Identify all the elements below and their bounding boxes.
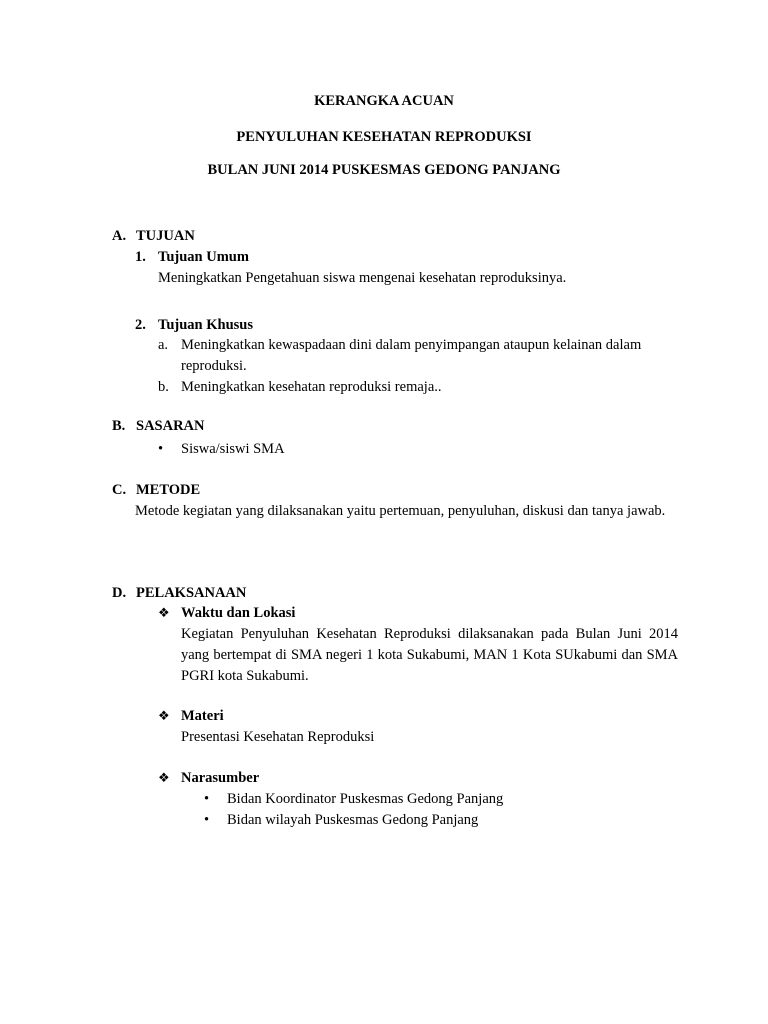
tujuan-umum-text: Meningkatkan Pengetahuan siswa mengenai kesehatan reproduksinya. — [158, 270, 567, 286]
metode-text: Metode kegiatan yang dilaksanakan yaitu pertemuan, penyuluhan, diskusi dan tanya jawab. — [135, 503, 666, 519]
section-d-title: PELAKSANAAN — [136, 585, 247, 601]
tujuan-khusus-title: Tujuan Khusus — [158, 317, 253, 333]
tujuan-khusus-item-a — [158, 335, 678, 377]
section-c-title: METODE — [136, 482, 201, 498]
diamond-bullet-icon: ❖ — [158, 606, 170, 621]
narasumber-title: Narasumber — [181, 770, 260, 786]
section-d-letter: D. — [112, 585, 127, 601]
sasaran-item — [158, 439, 678, 460]
narasumber-item — [204, 810, 678, 831]
waktu-lokasi-heading — [158, 603, 295, 624]
tujuan-khusus-number: 2. — [135, 317, 146, 333]
narasumber-text: Bidan wilayah Puskesmas Gedong Panjang — [227, 812, 479, 828]
tujuan-khusus-heading — [135, 315, 253, 336]
sasaran-text: Siswa/siswi SMA — [181, 441, 285, 457]
tujuan-umum-number: 1. — [135, 249, 146, 265]
section-d-heading — [112, 583, 246, 604]
diamond-bullet-icon: ❖ — [158, 709, 170, 724]
doc-title-line-1: KERANGKA ACUAN — [314, 93, 454, 109]
section-c-letter: C. — [112, 482, 127, 498]
tujuan-umum-heading — [135, 247, 249, 268]
item-text: Meningkatkan kesehatan reproduksi remaja.. — [181, 379, 442, 395]
item-letter: b. — [158, 379, 169, 395]
bullet-icon: • — [204, 791, 210, 807]
materi-heading — [158, 706, 224, 727]
narasumber-item — [204, 789, 678, 810]
section-b-title: SASARAN — [136, 418, 205, 434]
tujuan-umum-title: Tujuan Umum — [158, 249, 249, 265]
bullet-icon: • — [204, 812, 210, 828]
waktu-lokasi-title: Waktu dan Lokasi — [181, 605, 296, 621]
section-c-heading — [112, 480, 200, 501]
materi-text: Presentasi Kesehatan Reproduksi — [181, 729, 375, 745]
section-b-letter: B. — [112, 418, 126, 434]
materi-title: Materi — [181, 708, 224, 724]
item-text: Meningkatkan kewaspadaan dini dalam penyimpangan ataupun kelainan dalam reproduksi. — [181, 337, 642, 374]
section-a-letter: A. — [112, 228, 127, 244]
tujuan-khusus-item-b — [158, 377, 678, 398]
diamond-bullet-icon: ❖ — [158, 771, 170, 786]
section-a-heading — [112, 226, 195, 247]
section-a-title: TUJUAN — [136, 228, 195, 244]
doc-title-line-2: PENYULUHAN KESEHATAN REPRODUKSI — [236, 129, 532, 145]
waktu-lokasi-text: Kegiatan Penyuluhan Kesehatan Reproduksi dilaksanakan pada Bulan Juni 2014 yang bertempat di SMA negeri 1 kota Sukabumi, MAN 1 Kota SUkabumi dan SMA PGRI kota Sukabumi. — [181, 626, 678, 684]
section-b-heading — [112, 416, 205, 437]
item-letter: a. — [158, 337, 169, 353]
doc-title-line-3: BULAN JUNI 2014 PUSKESMAS GEDONG PANJANG — [207, 162, 561, 178]
narasumber-heading — [158, 768, 259, 789]
narasumber-text: Bidan Koordinator Puskesmas Gedong Panjang — [227, 791, 504, 807]
bullet-icon: • — [158, 441, 164, 457]
